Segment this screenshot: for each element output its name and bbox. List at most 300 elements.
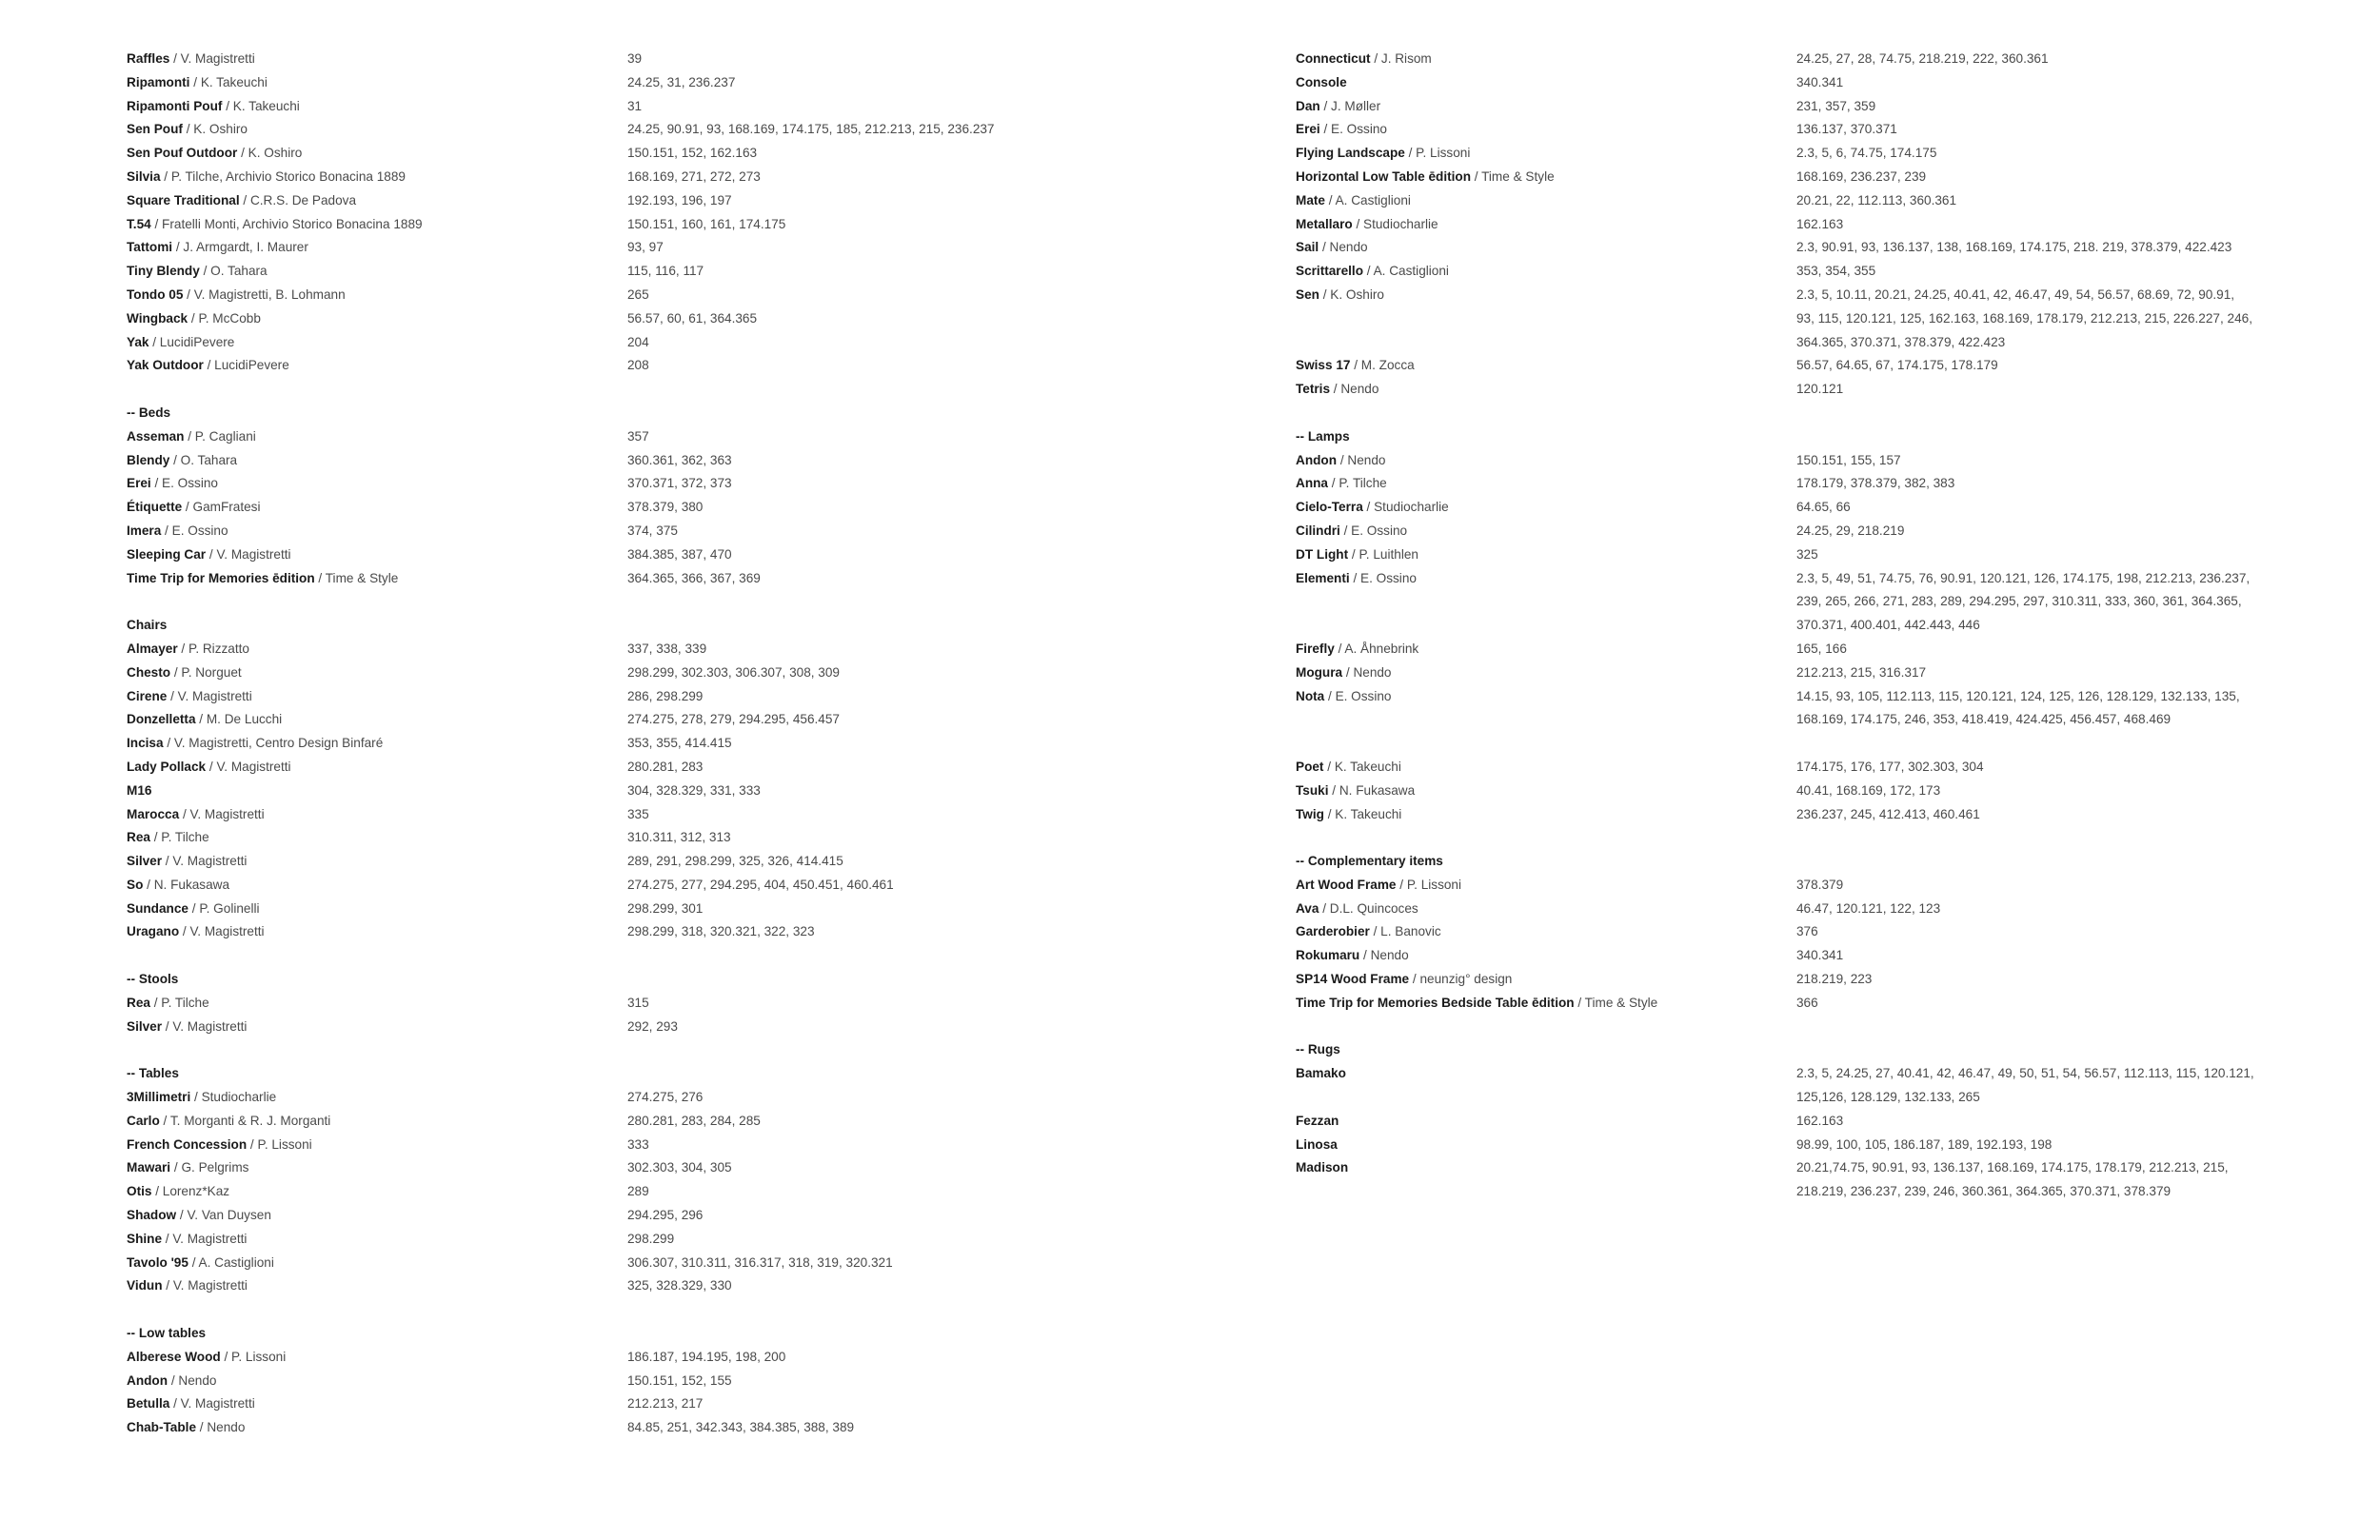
page-references: 212.213, 215, 316.317 — [1796, 664, 1927, 680]
index-entry — [127, 850, 995, 874]
index-entry — [1296, 920, 2254, 944]
blank-line — [127, 1298, 995, 1322]
entry-name-cell — [1296, 118, 1796, 142]
product-name: Otis — [127, 1184, 152, 1199]
index-entry — [127, 118, 995, 142]
designer-separator: / — [1370, 51, 1381, 66]
index-entry — [127, 543, 995, 567]
page-references: 376 — [1796, 924, 1818, 939]
index-entry — [127, 1416, 995, 1440]
designer-name: E. Ossino — [162, 476, 218, 491]
index-entry — [1296, 142, 2254, 166]
entry-name-cell — [127, 992, 627, 1016]
index-entry — [127, 1086, 995, 1110]
designer-name: C.R.S. De Padova — [249, 192, 357, 207]
index-entry — [1296, 874, 2254, 898]
entry-name-cell — [1296, 284, 1796, 307]
product-name: Erei — [127, 476, 151, 491]
blank-line — [1296, 402, 2254, 425]
entry-name-cell — [127, 1370, 627, 1393]
designer-name: P. Cagliani — [194, 428, 256, 444]
section-heading-cell — [127, 968, 627, 992]
designer-name: K. Takeuchi — [200, 74, 268, 89]
section-heading — [127, 614, 995, 638]
index-entry — [127, 260, 995, 284]
product-name: Uragano — [127, 924, 180, 939]
product-name: T.54 — [127, 216, 151, 231]
index-entry — [127, 1134, 995, 1157]
designer-name: P. Lissoni — [1406, 877, 1462, 892]
entry-name-cell — [127, 331, 627, 355]
index-entry-continuation — [1296, 614, 2254, 638]
index-entry — [127, 1110, 995, 1134]
product-name: Tsuki — [1296, 782, 1329, 798]
entry-name-cell — [1296, 992, 1796, 1016]
product-name: Carlo — [127, 1113, 160, 1128]
entry-name-cell — [1296, 449, 1796, 473]
page-references: 274.275, 277, 294.295, 404, 450.451, 460.461 — [627, 877, 894, 892]
page-references: 56.57, 60, 61, 364.365 — [627, 310, 758, 326]
page-references: 325, 328.329, 330 — [627, 1278, 732, 1293]
product-name: Ripamonti — [127, 74, 190, 89]
designer-separator: / — [149, 830, 162, 845]
designer-separator: / — [203, 358, 215, 373]
designer-separator: / — [1348, 546, 1359, 562]
page-references: 46.47, 120.121, 122, 123 — [1796, 900, 1941, 916]
entry-name-cell — [1296, 48, 1796, 71]
entry-name-cell — [127, 142, 627, 166]
index-entry — [1296, 118, 2254, 142]
entry-name-cell — [127, 1204, 627, 1228]
designer-separator: / — [1339, 523, 1352, 538]
designer-name: V. Magistretti — [180, 1396, 255, 1412]
designer-name: V. Magistretti — [172, 1018, 248, 1034]
section-heading-text: -- Rugs — [1296, 1042, 1340, 1057]
page-references: 162.163 — [1796, 216, 1844, 231]
designer-name: V. Magistretti — [172, 1231, 248, 1246]
designer-name: N. Fukasawa — [153, 877, 230, 892]
designer-separator: / — [162, 1231, 173, 1246]
page-references: 24.25, 90.91, 93, 168.169, 174.175, 185, 212.213, 215, 236.237 — [627, 122, 995, 137]
index-entry — [127, 732, 995, 756]
product-name: Donzelletta — [127, 712, 196, 727]
product-name: Time Trip for Memories ēdition — [127, 570, 315, 585]
designer-separator: / — [169, 452, 181, 467]
designer-separator: / — [183, 286, 194, 302]
designer-name: V. Magistretti — [189, 806, 265, 821]
entry-name-cell — [1296, 1110, 1796, 1134]
entry-name-cell — [1296, 920, 1796, 944]
entry-name-cell — [127, 236, 627, 260]
page-references: 150.151, 152, 162.163 — [627, 146, 758, 161]
product-name: Sen Pouf — [127, 122, 183, 137]
product-name: Sleeping Car — [127, 546, 207, 562]
index-entry — [1296, 260, 2254, 284]
product-name: Andon — [1296, 452, 1338, 467]
product-name: Tattomi — [127, 240, 173, 255]
entry-name-cell — [1296, 354, 1796, 378]
designer-name: P. Rizzatto — [188, 641, 249, 656]
designer-separator: / — [188, 1254, 199, 1270]
entry-name-cell — [127, 95, 627, 119]
section-heading-text: -- Beds — [127, 405, 171, 420]
index-entry — [1296, 543, 2254, 567]
page-references: 325 — [1796, 546, 1818, 562]
designer-name: Time & Style — [1584, 995, 1658, 1010]
designer-name: E. Ossino — [1335, 688, 1392, 703]
page-references: 384.385, 387, 470 — [627, 546, 732, 562]
entry-name-cell — [127, 1274, 627, 1298]
designer-separator: / — [167, 688, 178, 703]
designer-separator: / — [1319, 98, 1332, 113]
index-entry-continuation — [1296, 307, 2254, 331]
index-entry — [1296, 638, 2254, 661]
designer-name: A. Castiglioni — [1335, 192, 1411, 207]
entry-name-cell — [1296, 543, 1796, 567]
designer-name: Nendo — [1353, 664, 1392, 680]
designer-name: Lorenz*Kaz — [162, 1184, 230, 1199]
designer-separator: / — [220, 1349, 232, 1364]
product-name: Firefly — [1296, 641, 1335, 656]
section-heading-text: -- Lamps — [1296, 428, 1350, 444]
index-entry — [1296, 1156, 2254, 1180]
designer-separator: / — [190, 1090, 202, 1105]
page-references: 335 — [627, 806, 649, 821]
index-entry — [127, 166, 995, 189]
product-name: Cilindri — [1296, 523, 1340, 538]
index-entry — [127, 1180, 995, 1204]
page-references: 2.3, 5, 10.11, 20.21, 24.25, 40.41, 42, 46.47, 49, 54, 56.57, 68.69, 72, 90.91, — [1796, 286, 2235, 302]
designer-separator: / — [206, 546, 217, 562]
entry-name-cell — [127, 756, 627, 780]
section-heading-cell — [127, 614, 627, 638]
designer-separator: / — [1350, 358, 1361, 373]
designer-separator: / — [151, 1184, 163, 1199]
designer-separator: / — [143, 877, 154, 892]
page-references: 120.121 — [1796, 382, 1844, 397]
product-name: Étiquette — [127, 500, 183, 515]
entry-name-cell — [127, 1134, 627, 1157]
designer-name: M. De Lucchi — [206, 712, 283, 727]
product-name: Incisa — [127, 736, 164, 751]
page-references: 165, 166 — [1796, 641, 1847, 656]
index-entry — [1296, 520, 2254, 543]
page-references: 204 — [627, 334, 649, 349]
entry-name-cell — [127, 1252, 627, 1275]
designer-separator: / — [1328, 782, 1339, 798]
index-entry — [127, 920, 995, 944]
product-name: DT Light — [1296, 546, 1349, 562]
designer-separator: / — [163, 736, 174, 751]
designer-separator: / — [169, 1396, 181, 1412]
designer-name: O. Tahara — [180, 452, 238, 467]
page-references: 306.307, 310.311, 316.317, 318, 319, 320.321 — [627, 1254, 893, 1270]
product-name: Silver — [127, 1018, 163, 1034]
blank-line — [1296, 1016, 2254, 1039]
blank-line — [1296, 732, 2254, 756]
designer-name: J. Risom — [1380, 51, 1432, 66]
index-entry — [127, 425, 995, 449]
designer-separator: / — [159, 1113, 170, 1128]
designer-separator: / — [188, 310, 199, 326]
page-references: 239, 265, 266, 271, 283, 289, 294.295, 297, 310.311, 333, 360, 361, 364.365, — [1796, 594, 2242, 609]
designer-separator: / — [1319, 900, 1330, 916]
designer-separator: / — [1319, 122, 1332, 137]
page-references: 294.295, 296 — [627, 1208, 704, 1223]
designer-name: P. Lissoni — [257, 1136, 312, 1152]
page-references: 208 — [627, 358, 649, 373]
page-references: 178.179, 378.379, 382, 383 — [1796, 476, 1955, 491]
designer-name: P. Golinelli — [199, 900, 260, 916]
designer-separator: / — [179, 806, 190, 821]
designer-name: V. Magistretti — [172, 1278, 248, 1293]
page-references: 24.25, 27, 28, 74.75, 218.219, 222, 360.361 — [1796, 51, 2049, 66]
product-name: Silvia — [127, 168, 161, 184]
designer-separator: / — [168, 1372, 179, 1388]
index-entry — [127, 1392, 995, 1416]
designer-separator: / — [160, 168, 171, 184]
designer-name: Nendo — [1370, 948, 1409, 963]
designer-separator: / — [189, 74, 201, 89]
product-name: Betulla — [127, 1396, 170, 1412]
index-entry — [1296, 71, 2254, 95]
designer-name: T. Morganti & R. J. Morganti — [169, 1113, 331, 1128]
designer-name: J. Armgardt, I. Maurer — [183, 240, 308, 255]
designer-separator: / — [169, 51, 181, 66]
section-heading-cell — [127, 402, 627, 425]
page-references: 218.219, 223 — [1796, 972, 1873, 987]
entry-name-cell — [1296, 968, 1796, 992]
product-name: Metallaro — [1296, 216, 1353, 231]
page-references: 31 — [627, 98, 643, 113]
entry-name-cell — [1296, 236, 1796, 260]
page-references: 162.163 — [1796, 1113, 1844, 1128]
section-heading-text: -- Low tables — [127, 1326, 207, 1341]
product-name: Ripamonti Pouf — [127, 98, 223, 113]
index-entry — [1296, 166, 2254, 189]
product-name: Imera — [127, 523, 162, 538]
page-references: 2.3, 5, 6, 74.75, 174.175 — [1796, 146, 1937, 161]
entry-name-cell — [127, 898, 627, 921]
page-references: 298.299, 302.303, 306.307, 308, 309 — [627, 664, 840, 680]
page-references: 115, 116, 117 — [627, 264, 704, 279]
index-entry — [1296, 661, 2254, 685]
index-entry — [1296, 48, 2254, 71]
designer-name: Nendo — [207, 1420, 246, 1435]
index-entry — [1296, 992, 2254, 1016]
page-references: 357 — [627, 428, 649, 444]
designer-separator: / — [1324, 688, 1336, 703]
index-entry — [127, 685, 995, 709]
page-references: 337, 338, 339 — [627, 641, 707, 656]
product-name: Swiss 17 — [1296, 358, 1351, 373]
blank-line — [1296, 826, 2254, 850]
index-left-column — [127, 48, 995, 1440]
product-name: Bamako — [1296, 1066, 1346, 1081]
page-references: 298.299, 301 — [627, 900, 704, 916]
product-name: Nota — [1296, 688, 1325, 703]
product-name: Garderobier — [1296, 924, 1370, 939]
entry-name-cell — [1296, 472, 1796, 496]
product-name: Square Traditional — [127, 192, 240, 207]
index-entry-continuation — [1296, 1180, 2254, 1204]
entry-name-cell — [1296, 944, 1796, 968]
designer-name: K. Takeuchi — [1334, 759, 1401, 774]
index-entry — [1296, 567, 2254, 591]
designer-separator: / — [1319, 240, 1330, 255]
entry-name-cell — [1296, 567, 1796, 591]
product-name: Yak Outdoor — [127, 358, 204, 373]
designer-name: V. Van Duysen — [187, 1208, 271, 1223]
entry-name-cell — [127, 260, 627, 284]
page-references: 20.21, 22, 112.113, 360.361 — [1796, 192, 1957, 207]
index-entry — [1296, 944, 2254, 968]
product-name: So — [127, 877, 144, 892]
product-name: Art Wood Frame — [1296, 877, 1397, 892]
page-references: 231, 357, 359 — [1796, 98, 1876, 113]
designer-separator: / — [239, 192, 250, 207]
entry-name-cell — [1296, 685, 1796, 709]
product-name: Vidun — [127, 1278, 163, 1293]
product-name: SP14 Wood Frame — [1296, 972, 1410, 987]
page-references: 370.371, 400.401, 442.443, 446 — [1796, 618, 1980, 633]
product-name: Tiny Blendy — [127, 264, 200, 279]
page-references: 56.57, 64.65, 67, 174.175, 178.179 — [1796, 358, 1998, 373]
entry-name-cell — [127, 48, 627, 71]
designer-name: K. Oshiro — [1330, 286, 1384, 302]
designer-separator: / — [1363, 264, 1374, 279]
entry-name-cell — [1296, 898, 1796, 921]
product-name: Poet — [1296, 759, 1324, 774]
page-references: 212.213, 217 — [627, 1396, 704, 1412]
index-entry — [127, 236, 995, 260]
section-heading-cell — [1296, 850, 1796, 874]
section-heading — [1296, 425, 2254, 449]
index-entry — [127, 189, 995, 213]
entry-name-cell — [127, 732, 627, 756]
product-name: Blendy — [127, 452, 170, 467]
blank-line — [127, 590, 995, 614]
entry-name-cell — [127, 1086, 627, 1110]
section-heading — [127, 968, 995, 992]
page-references: 186.187, 194.195, 198, 200 — [627, 1349, 786, 1364]
index-entry — [1296, 803, 2254, 827]
designer-name: V. Magistretti — [172, 854, 248, 869]
index-entry — [127, 1204, 995, 1228]
designer-separator: / — [1323, 806, 1336, 821]
page-references: 125,126, 128.129, 132.133, 265 — [1796, 1090, 1980, 1105]
section-heading-text: -- Tables — [127, 1066, 179, 1081]
entry-name-cell — [1296, 756, 1796, 780]
designer-separator: / — [222, 98, 233, 113]
designer-name: K. Oshiro — [248, 146, 303, 161]
page-references: 39 — [627, 51, 643, 66]
page-references: 14.15, 93, 105, 112.113, 115, 120.121, 124, 125, 126, 128.129, 132.133, 135, — [1796, 688, 2240, 703]
page-references: 2.3, 5, 49, 51, 74.75, 76, 90.91, 120.121, 126, 174.175, 198, 212.213, 236.237, — [1796, 570, 2251, 585]
product-name: Tavolo '95 — [127, 1254, 188, 1270]
designer-separator: / — [196, 1420, 208, 1435]
entry-name-cell — [1296, 780, 1796, 803]
designer-name: A. Castiglioni — [198, 1254, 274, 1270]
page-references: 24.25, 31, 236.237 — [627, 74, 736, 89]
index-right-column — [1296, 48, 2254, 1204]
page-references: 236.237, 245, 412.413, 460.461 — [1796, 806, 1980, 821]
designer-separator: / — [1359, 948, 1371, 963]
index-entry — [127, 661, 995, 685]
designer-separator: / — [177, 641, 188, 656]
designer-separator: / — [182, 122, 194, 137]
entry-name-cell — [1296, 95, 1796, 119]
designer-separator: / — [1330, 382, 1341, 397]
designer-separator: / — [1369, 924, 1381, 939]
entry-name-cell — [127, 354, 627, 378]
entry-name-cell — [127, 284, 627, 307]
product-name: Sen — [1296, 286, 1319, 302]
product-name: Console — [1296, 74, 1347, 89]
index-entry — [1296, 213, 2254, 237]
index-entry — [127, 496, 995, 520]
designer-name: Studiocharlie — [1374, 500, 1449, 515]
index-entry — [127, 780, 995, 803]
index-entry-continuation — [1296, 331, 2254, 355]
entry-name-cell — [127, 1416, 627, 1440]
section-heading-cell — [127, 1062, 627, 1086]
entry-name-cell — [1296, 638, 1796, 661]
designer-separator: / — [1349, 570, 1361, 585]
entry-name-cell — [127, 567, 627, 591]
index-entry — [1296, 1062, 2254, 1086]
entry-name-cell — [127, 874, 627, 898]
page-references: 378.379 — [1796, 877, 1844, 892]
page-references: 340.341 — [1796, 74, 1844, 89]
page-references: 302.303, 304, 305 — [627, 1160, 732, 1175]
index-entry — [127, 307, 995, 331]
index-entry — [127, 567, 995, 591]
product-name: Connecticut — [1296, 51, 1371, 66]
entry-name-cell — [1296, 874, 1796, 898]
page-references: 333 — [627, 1136, 649, 1152]
designer-name: LucidiPevere — [159, 334, 235, 349]
page-references: 370.371, 372, 373 — [627, 476, 732, 491]
entry-name-cell — [127, 71, 627, 95]
designer-separator: / — [162, 1278, 173, 1293]
page-references: 374, 375 — [627, 523, 678, 538]
entry-name-cell — [127, 1228, 627, 1252]
product-name: Andon — [127, 1372, 169, 1388]
product-name: Alberese Wood — [127, 1349, 221, 1364]
entry-name-cell — [127, 1156, 627, 1180]
designer-name: Studiocharlie — [1363, 216, 1438, 231]
product-name: Dan — [1296, 98, 1320, 113]
index-entry — [127, 638, 995, 661]
entry-name-cell — [1296, 142, 1796, 166]
product-name: Horizontal Low Table ēdition — [1296, 168, 1472, 184]
section-heading-cell — [127, 1322, 627, 1346]
designer-name: G. Pelgrims — [181, 1160, 249, 1175]
designer-name: P. Lissoni — [231, 1349, 287, 1364]
page-references: 168.169, 174.175, 246, 353, 418.419, 424.425, 456.457, 468.469 — [1796, 712, 2172, 727]
page-references: 150.151, 155, 157 — [1796, 452, 1901, 467]
index-entry — [127, 1274, 995, 1298]
designer-name: E. Ossino — [1351, 523, 1408, 538]
product-name: Rokumaru — [1296, 948, 1360, 963]
entry-name-cell — [127, 543, 627, 567]
product-name: Twig — [1296, 806, 1324, 821]
designer-name: L. Banovic — [1380, 924, 1441, 939]
product-name: Linosa — [1296, 1136, 1338, 1152]
designer-name: Time & Style — [1481, 168, 1555, 184]
section-heading-text: -- Stools — [127, 972, 179, 987]
